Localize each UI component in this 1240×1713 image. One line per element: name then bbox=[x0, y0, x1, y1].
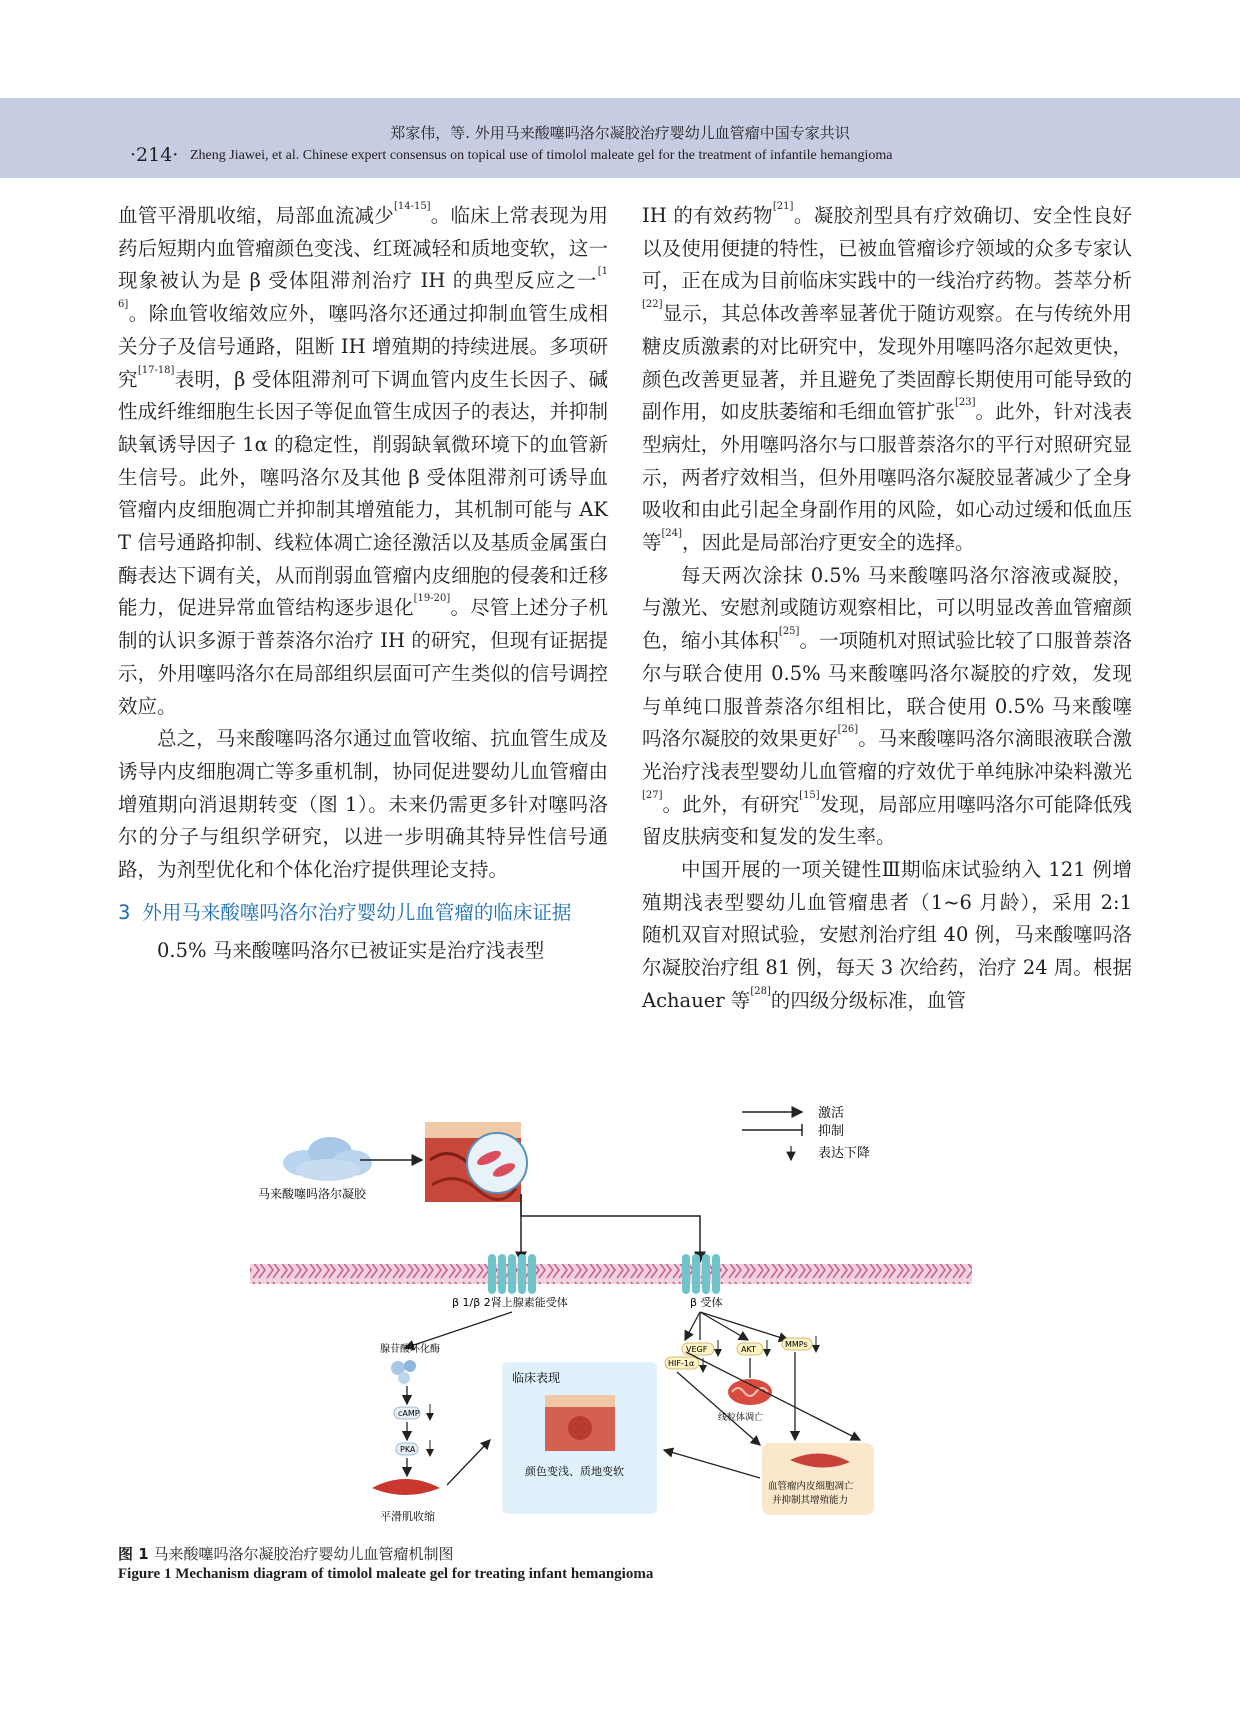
citation-ref[interactable]: [22] bbox=[642, 299, 663, 311]
citation-ref[interactable]: [21] bbox=[772, 201, 794, 212]
pka-label: PKA bbox=[400, 1445, 416, 1454]
citation-ref[interactable]: [25] bbox=[778, 626, 800, 638]
caption-en-text: Mechanism diagram of timolol maleate gel for treating infant hemangioma bbox=[175, 1566, 654, 1582]
caption-cn-text: 马来酸噻吗洛尔凝胶治疗婴幼儿血管瘤机制图 bbox=[153, 1545, 454, 1563]
caption-english bbox=[118, 1566, 653, 1583]
hemangioma-tissue-image bbox=[425, 1122, 527, 1202]
vegf-label: VEGF bbox=[686, 1345, 708, 1354]
citation-ref[interactable]: [19-20] bbox=[413, 593, 451, 605]
citation-ref[interactable]: [16] bbox=[118, 266, 608, 311]
camp-label: cAMP bbox=[398, 1409, 420, 1418]
adenylate-cyclase-icon bbox=[391, 1360, 416, 1384]
smooth-muscle-cell-icon bbox=[372, 1479, 440, 1495]
clinical-skin-image bbox=[545, 1395, 615, 1451]
citation-ref[interactable]: [28] bbox=[750, 985, 771, 997]
citation-ref[interactable]: [15] bbox=[799, 789, 820, 801]
apoptosis-label-line1: 血管瘤内皮细胞凋亡 bbox=[768, 1481, 854, 1492]
right-paragraph-3: 中国开展的一项关键性Ⅲ期临床试验纳入 121 例增殖期浅表型婴幼儿血管瘤患者（1~6 月龄），采用 2:1 随机双盲对照试验，安慰剂治疗组 40 例，马来酸噻吗洛尔凝胶治疗组 81 例，每天 3 次给药，治疗 24 周。根据 Achauer 等[28]的四级分级标准，血管 bbox=[642, 858, 1132, 1012]
left-paragraph-2: 总之，马来酸噻吗洛尔通过血管收缩、抗血管生成及诱导内皮细胞凋亡等多重机制，协同促进婴幼儿血管瘤由增殖期向消退期转变（图 1）。未来仍需更多针对噻吗洛尔的分子与组织学研究，以进一步明确其特异性信号通路，为剂型优化和个体化治疗提供理论支持。 bbox=[118, 727, 608, 882]
gel-drug-icon bbox=[283, 1137, 372, 1181]
section-number: 3 bbox=[118, 900, 131, 924]
right-paragraph-2: 每天两次涂抹 0.5% 马来酸噻吗洛尔溶液或凝胶，与激光、安慰剂或随访观察相比，可以明显改善血管瘤颜色，缩小其体积[25]。一项随机对照试验比较了口服普萘洛尔与联合使用 0.5% 马来酸噻吗洛尔凝胶的疗效，发现与单纯口服普萘洛尔组相比，联合使用 0.5% 马来酸噻吗洛尔凝胶的效果更好[26]。马来酸噻吗洛尔滴眼液联合激光治疗浅表型婴幼儿血管瘤的疗效优于单纯脉冲染料激光[27]。此外，有研究[15]发现，局部应用噻吗洛尔可能降低残留皮肤病变和复发的发生率。 bbox=[642, 563, 1132, 849]
akt-label: AKT bbox=[741, 1345, 756, 1354]
page-number: ·214· bbox=[130, 144, 179, 166]
clinical-description: 颜色变浅、质地变软 bbox=[525, 1465, 624, 1478]
apoptosis-label-line2: 并抑制其增殖能力 bbox=[772, 1495, 849, 1506]
header-english-title: Zheng Jiawei, et al. Chinese expert consensus on topical use of timolol maleate gel for the treatment of infantile hemangioma bbox=[190, 148, 893, 163]
left-paragraph-3: 0.5% 马来酸噻吗洛尔已被证实是治疗浅表型 bbox=[157, 939, 545, 963]
citation-ref[interactable]: [24] bbox=[661, 528, 683, 540]
header-chinese-title: 郑家伟，等. 外用马来酸噻吗洛尔凝胶治疗婴幼儿血管瘤中国专家共识 bbox=[390, 124, 850, 142]
beta1-beta2-receptor-label: β 1/β 2肾上腺素能受体 bbox=[452, 1296, 568, 1309]
citation-ref[interactable]: [26] bbox=[837, 724, 859, 736]
hif-label: HIF-1α bbox=[668, 1359, 695, 1368]
gel-label: 马来酸噻吗洛尔凝胶 bbox=[258, 1187, 367, 1201]
smooth-muscle-label: 平滑肌收缩 bbox=[380, 1510, 435, 1523]
citation-ref[interactable]: [23] bbox=[954, 397, 976, 409]
figure-caption bbox=[118, 1543, 653, 1583]
citation-ref[interactable]: [27] bbox=[642, 789, 663, 801]
left-paragraph-1: 血管平滑肌收缩，局部血流减少[14-15]。临床上常表现为用药后短期内血管瘤颜色变浅、红斑减轻和质地变软，这一现象被认为是 β 受体阻滞剂治疗 IH 的典型反应之一[16]。除血管收缩效应外，噻吗洛尔还通过抑制血管生成相关分子及信号通路，阻断 IH 增殖期的持续进展。多项研究[17-18]表明，β 受体阻滞剂可下调血管内皮生长因子、碱性成纤维细胞生长因子等促血管生成因子的表达，并抑制缺氧诱导因子 1α 的稳定性，削弱缺氧微环境下的血管新生信号。此外，噻吗洛尔及其他 β 受体阻滞剂可诱导血管瘤内皮细胞凋亡并抑制其增殖能力，其机制可能与 AKT 信号通路抑制、线粒体凋亡途径激活以及基质金属蛋白酶表达下调有关，从而削弱血管瘤内皮细胞的侵袭和迁移能力，促进异常血管结构逐步退化[19-20]。尽管上述分子机制的认识多源于普萘洛尔治疗 IH 的研究，但现有证据提示，外用噻吗洛尔在局部组织层面可产生类似的信号调控效应。 bbox=[118, 201, 608, 718]
legend-activate: 激活 bbox=[818, 1106, 845, 1121]
mmps-label: MMPs bbox=[785, 1340, 808, 1349]
adenylate-cyclase-label: 腺苷酸环化酶 bbox=[380, 1344, 440, 1355]
figure-legend bbox=[742, 1106, 870, 1161]
cell-membrane bbox=[250, 1264, 972, 1284]
section-title: 外用马来酸噻吗洛尔治疗婴幼儿血管瘤的临床证据 bbox=[142, 900, 572, 924]
right-paragraph-1: IH 的有效药物[21]。凝胶剂型具有疗效确切、安全性良好以及使用便捷的特性，已被血管瘤诊疗领域的众多专家认可，正在成为目前临床实践中的一线治疗药物。荟萃分析[22]显示，其总体改善率显著优于随访观察。在与传统外用糖皮质激素的对比研究中，发现外用噻吗洛尔起效更快，颜色改善更显著，并且避免了类固醇长期使用可能导致的副作用，如皮肤萎缩和毛细血管扩张[23]。此外，针对浅表型病灶，外用噻吗洛尔与口服普萘洛尔的平行对照研究显示，两者疗效相当，但外用噻吗洛尔凝胶显著减少了全身吸收和由此引起全身副作用的风险，如心动过缓和低血压等[24]，因此是局部治疗更安全的选择。 bbox=[642, 201, 1132, 555]
citation-ref[interactable]: [17-18] bbox=[137, 364, 175, 376]
citation-ref[interactable]: [14-15] bbox=[393, 201, 431, 212]
caption-en-prefix: Figure 1 bbox=[118, 1566, 172, 1582]
legend-downregulated: 表达下降 bbox=[818, 1146, 871, 1161]
beta-receptor-label: β 受体 bbox=[690, 1296, 723, 1309]
legend-inhibit: 抑制 bbox=[818, 1124, 845, 1139]
caption-chinese bbox=[118, 1543, 653, 1564]
clinical-title: 临床表现 bbox=[512, 1371, 561, 1385]
beta1-beta2-receptor bbox=[488, 1254, 536, 1294]
caption-cn-prefix: 图 1 bbox=[118, 1545, 149, 1563]
mitochondria-label: 线粒体凋亡 bbox=[718, 1413, 764, 1423]
